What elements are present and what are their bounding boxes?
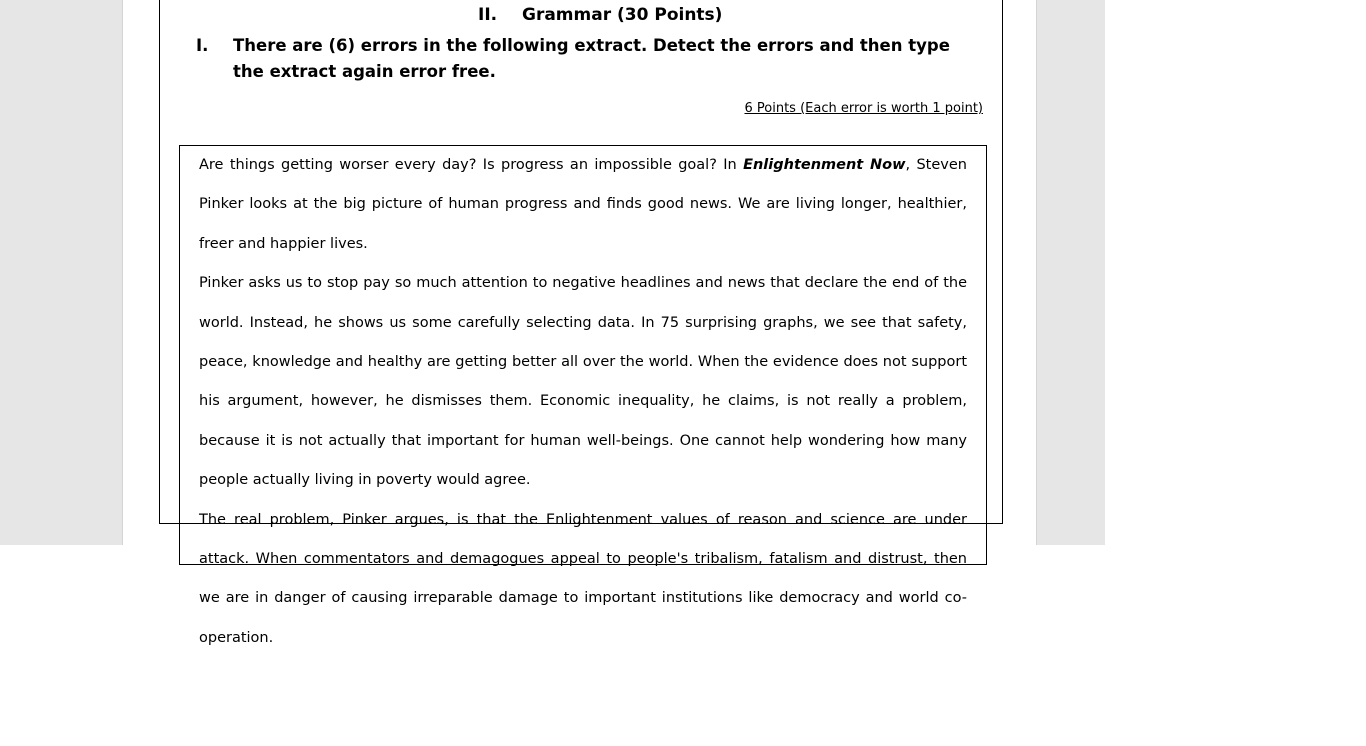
section-number: II.: [478, 5, 498, 25]
question-instruction: [196, 33, 986, 85]
extract-paragraph-1: [199, 146, 967, 264]
extract-paragraph-3: The real problem, Pinker argues, is that the Enlightenment values of reason and science are under attack. When commentators and demagogues appeal to people's tribalism, fatalism and distrust, then we are in danger of causing irreparable damage to important institutions like democracy and world co-operation.: [199, 511, 967, 646]
extract-p1-end: , Steven Pinker looks at the big picture of human progress and finds good news. We are living longer, healthier, freer and happier lives.: [199, 157, 967, 252]
question-text: There are (6) errors in the following extract. Detect the errors and then type the extract again error free.: [233, 36, 950, 81]
extract-p1-start: Are things getting worser every day? Is progress an impossible goal? In: [199, 157, 744, 173]
extract-paragraph-2: Pinker asks us to stop pay so much attention to negative headlines and news that declare the end of the world. Instead, he shows us some carefully selecting data. In 75 surprising graphs, we see that safety, peace, knowledge and healthy are getting better all over the world. When the evidence does not support his argument, however, he dismisses them. Economic inequality, he claims, is not really a problem, because it is not actually that important for human well-beings. One cannot help wondering how many people actually living in poverty would agree.: [199, 275, 967, 489]
section-title: Grammar (30 Points): [522, 5, 723, 25]
question-number: I.: [196, 36, 209, 55]
section-heading: [478, 5, 722, 25]
extract-text[interactable]: [199, 146, 967, 658]
document-page: [122, 0, 1037, 646]
book-title: Enlightenment Now: [743, 157, 906, 173]
points-note: 6 Points (Each error is worth 1 point): [744, 101, 983, 116]
